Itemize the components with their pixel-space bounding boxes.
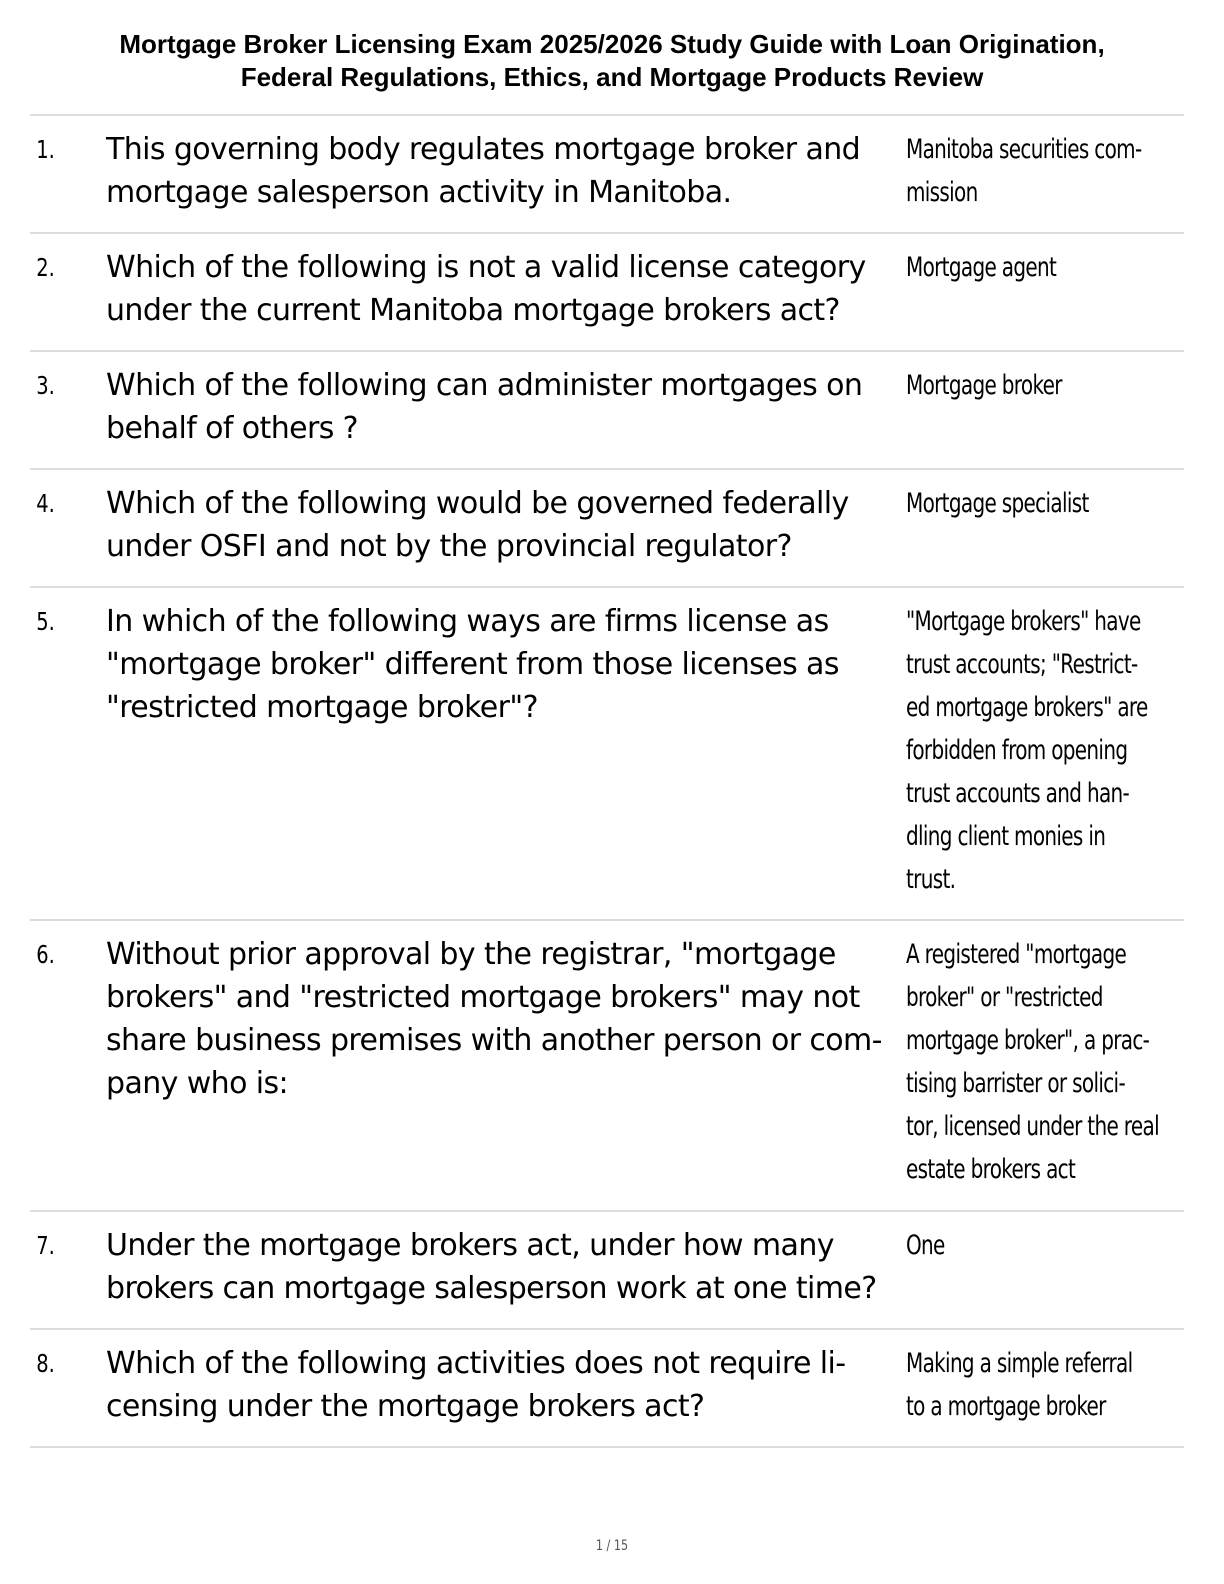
item-number: 8.: [36, 1349, 55, 1378]
answer-line: One: [906, 1230, 945, 1261]
answer-line: Mortgage agent: [906, 252, 1057, 283]
answer-line: A registered "mortgage: [906, 939, 1127, 970]
question-line: censing under the mortgage brokers act?: [106, 1389, 705, 1424]
item-number: 2.: [36, 253, 55, 282]
answer-line: estate brokers act: [906, 1154, 1076, 1185]
question-text: [106, 352, 906, 450]
list-item: [30, 1210, 1184, 1328]
answer-line: tising barrister or solici-: [906, 1068, 1125, 1099]
question-line: Without prior approval by the registrar, "mortgage: [106, 937, 836, 972]
answer-line: trust.: [906, 864, 956, 895]
question-line: behalf of others ?: [106, 411, 358, 446]
item-number: 3.: [36, 371, 55, 400]
item-number: 6.: [36, 940, 55, 969]
question-line: Which of the following is not a valid license category: [106, 250, 866, 285]
list-item: [30, 350, 1184, 468]
page-indicator: 1 / 15: [595, 1538, 629, 1554]
answer-line: Manitoba securities com-: [906, 134, 1142, 165]
question-line: Which of the following would be governed federally: [106, 486, 849, 521]
question-line: brokers can mortgage salesperson work at one time?: [106, 1271, 877, 1306]
list-item: [30, 919, 1184, 1210]
question-line: under the current Manitoba mortgage brokers act?: [106, 293, 840, 328]
answer-line: trust accounts and han-: [906, 778, 1130, 809]
question-text: [106, 116, 906, 214]
list-item: [30, 114, 1184, 232]
answer-line: Mortgage broker: [906, 370, 1062, 401]
title-line-1: Mortgage Broker Licensing Exam 2025/2026 Study Guide with Loan Origination,: [119, 29, 1105, 59]
page-title: [30, 28, 1194, 94]
answer-line: forbidden from opening: [906, 735, 1128, 766]
question-text: [106, 470, 906, 568]
answer-line: "Mortgage brokers" have: [906, 606, 1141, 637]
answer-line: mortgage broker", a prac-: [906, 1025, 1150, 1056]
question-answer-list: [30, 114, 1184, 1448]
question-text: [106, 588, 906, 729]
answer-text: [906, 588, 1168, 901]
answer-line: mission: [906, 177, 978, 208]
answer-line: ed mortgage brokers" are: [906, 692, 1148, 723]
question-text: [106, 921, 906, 1105]
answer-text: [906, 921, 1168, 1191]
question-line: Under the mortgage brokers act, under how many: [106, 1228, 834, 1263]
question-line: Which of the following can administer mortgages on: [106, 368, 863, 403]
question-line: "mortgage broker" different from those licenses as: [106, 647, 839, 682]
question-line: Which of the following activities does not require li-: [106, 1346, 846, 1381]
answer-line: Making a simple referral: [906, 1348, 1133, 1379]
list-item: [30, 586, 1184, 919]
answer-text: [906, 1330, 1168, 1428]
question-line: brokers" and "restricted mortgage brokers" may not: [106, 980, 860, 1015]
answer-text: [906, 352, 1168, 407]
item-number: 1.: [36, 135, 55, 164]
answer-text: [906, 234, 1168, 289]
question-text: [106, 1212, 906, 1310]
item-number: 4.: [36, 489, 55, 518]
question-text: [106, 1330, 906, 1428]
question-line: "restricted mortgage broker"?: [106, 690, 538, 725]
answer-line: tor, licensed under the real: [906, 1111, 1159, 1142]
question-line: share business premises with another person or com-: [106, 1023, 882, 1058]
list-item: [30, 468, 1184, 586]
answer-text: [906, 1212, 1168, 1267]
title-line-2: Federal Regulations, Ethics, and Mortgage Products Review: [240, 62, 984, 92]
question-text: [106, 234, 906, 332]
answer-text: [906, 470, 1168, 525]
question-line: pany who is:: [106, 1066, 289, 1101]
answer-line: broker" or "restricted: [906, 982, 1103, 1013]
question-line: under OSFI and not by the provincial regulator?: [106, 529, 792, 564]
list-item: [30, 1328, 1184, 1448]
list-item: [30, 232, 1184, 350]
answer-line: trust accounts; "Restrict-: [906, 649, 1138, 680]
answer-line: to a mortgage broker: [906, 1391, 1106, 1422]
answer-line: Mortgage specialist: [906, 488, 1089, 519]
item-number: 7.: [36, 1231, 55, 1260]
answer-line: dling client monies in: [906, 821, 1106, 852]
question-line: In which of the following ways are firms license as: [106, 604, 829, 639]
question-line: mortgage salesperson activity in Manitoba.: [106, 175, 732, 210]
answer-text: [906, 116, 1168, 214]
item-number: 5.: [36, 607, 55, 636]
question-line: This governing body regulates mortgage broker and: [106, 132, 861, 167]
